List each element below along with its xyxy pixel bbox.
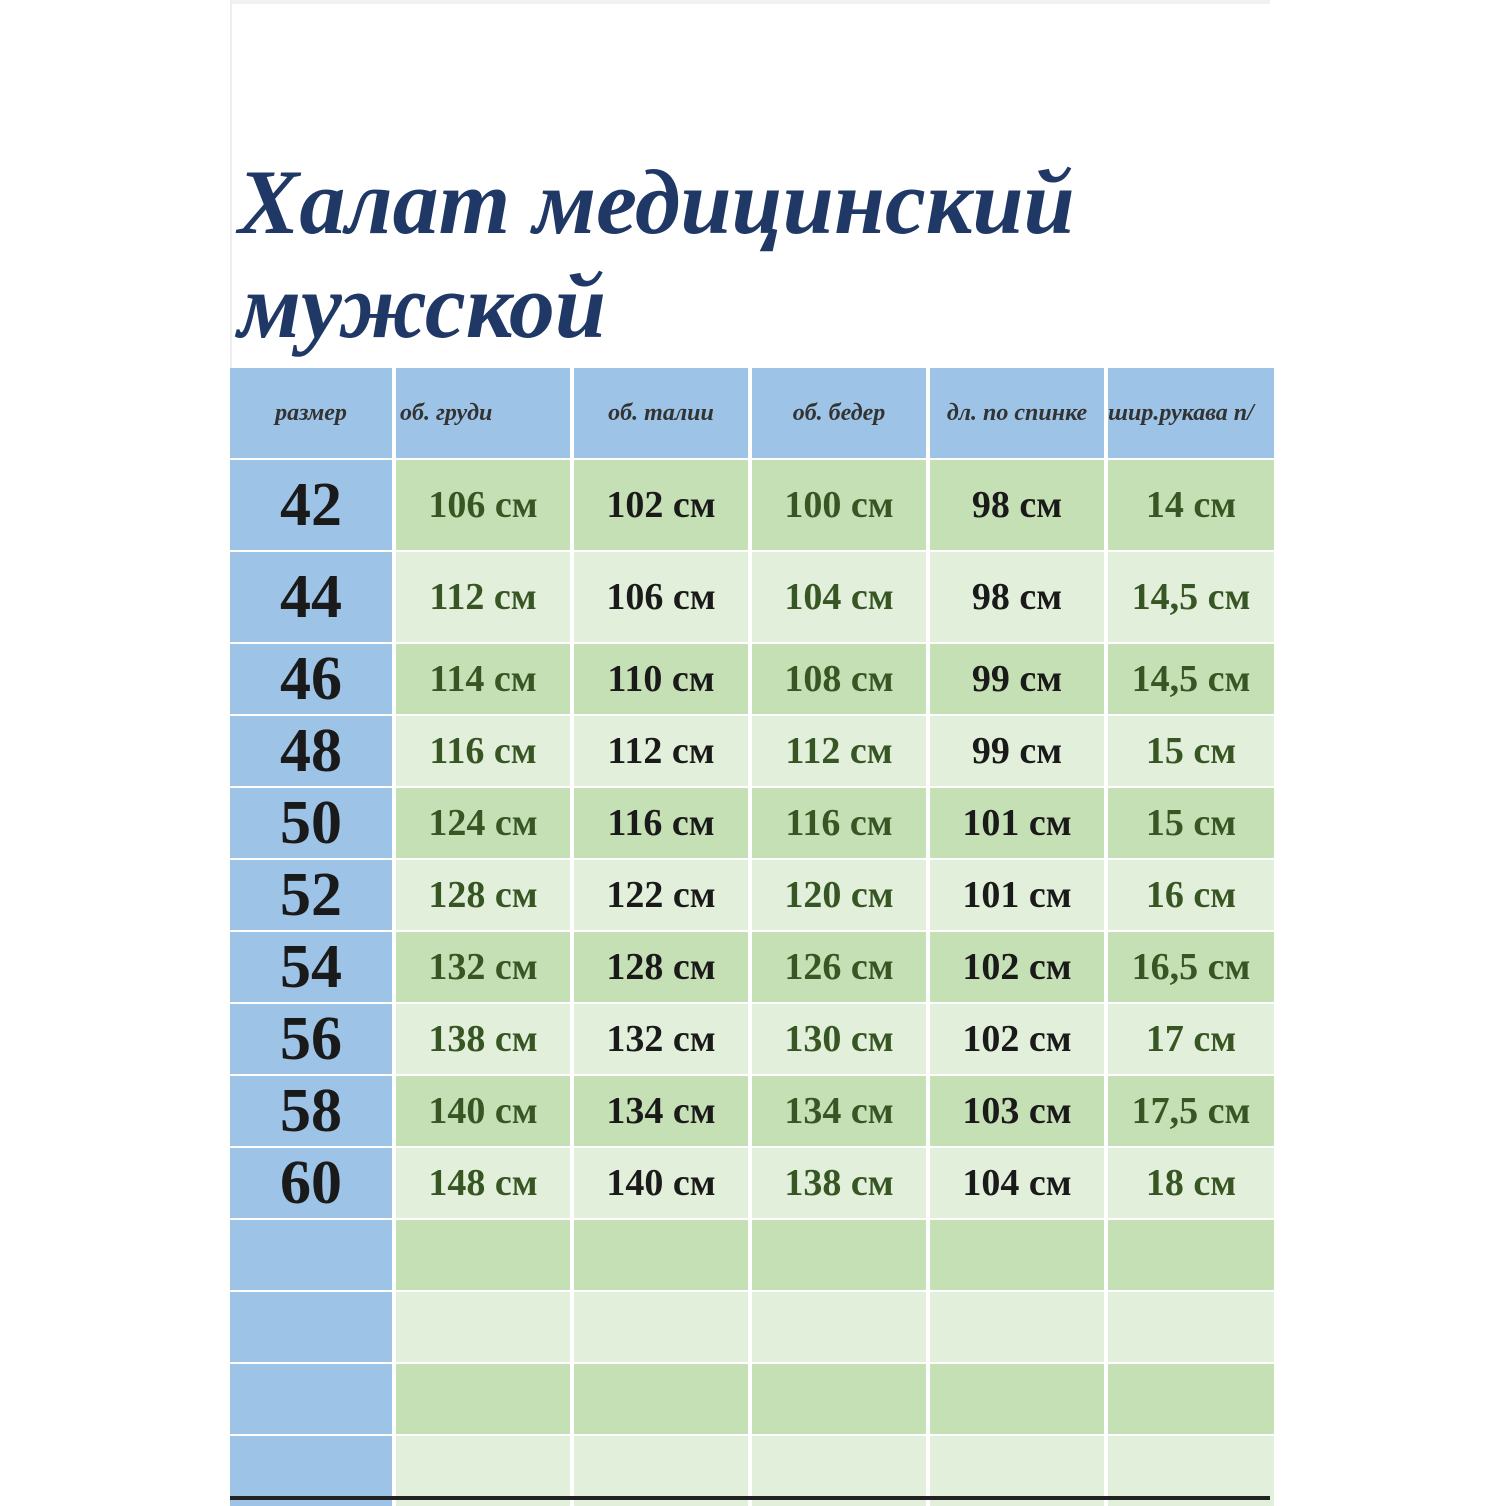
back-length-cell: 98 см: [930, 552, 1104, 642]
title-line-1: Халат медицинский: [238, 151, 1075, 253]
size-label: 60: [230, 1148, 392, 1218]
chest-cell: 128 см: [396, 860, 570, 930]
sleeve-width-cell: 14,5 см: [1108, 644, 1274, 714]
hips-cell: 138 см: [752, 1148, 926, 1218]
empty-value-cell: [1108, 1292, 1274, 1362]
chest-cell: 124 см: [396, 788, 570, 858]
sleeve-width-cell: 17,5 см: [1108, 1076, 1274, 1146]
sleeve-width-cell: 15 см: [1108, 788, 1274, 858]
empty-value-cell: [752, 1220, 926, 1290]
size-table: [230, 368, 1270, 1498]
size-label: 54: [230, 932, 392, 1002]
back-length-cell: 101 см: [930, 788, 1104, 858]
empty-size-cell: [230, 1220, 392, 1290]
hips-cell: 126 см: [752, 932, 926, 1002]
sleeve-width-cell: 14 см: [1108, 460, 1274, 550]
size-label: 58: [230, 1076, 392, 1146]
size-label: 48: [230, 716, 392, 786]
waist-cell: 122 см: [574, 860, 748, 930]
hips-cell: 116 см: [752, 788, 926, 858]
hips-cell: 130 см: [752, 1004, 926, 1074]
back-length-cell: 99 см: [930, 644, 1104, 714]
back-length-cell: 103 см: [930, 1076, 1104, 1146]
size-label: 46: [230, 644, 392, 714]
bottom-divider: [230, 1496, 1270, 1500]
hips-cell: 104 см: [752, 552, 926, 642]
chest-cell: 112 см: [396, 552, 570, 642]
sleeve-width-cell: 15 см: [1108, 716, 1274, 786]
waist-cell: 128 см: [574, 932, 748, 1002]
header-chest: об. груди: [396, 368, 570, 458]
size-label: 52: [230, 860, 392, 930]
empty-value-cell: [1108, 1220, 1274, 1290]
waist-cell: 140 см: [574, 1148, 748, 1218]
title-line-2: мужской: [238, 255, 606, 357]
waist-cell: 116 см: [574, 788, 748, 858]
chest-cell: 138 см: [396, 1004, 570, 1074]
size-label: 50: [230, 788, 392, 858]
empty-value-cell: [930, 1220, 1104, 1290]
empty-size-cell: [230, 1364, 392, 1434]
empty-value-cell: [752, 1292, 926, 1362]
size-label: 42: [230, 460, 392, 550]
back-length-cell: 101 см: [930, 860, 1104, 930]
chest-cell: 132 см: [396, 932, 570, 1002]
waist-cell: 110 см: [574, 644, 748, 714]
header-size: размер: [230, 368, 392, 458]
sleeve-width-cell: 16 см: [1108, 860, 1274, 930]
back-length-cell: 99 см: [930, 716, 1104, 786]
sleeve-width-cell: 14,5 см: [1108, 552, 1274, 642]
empty-value-cell: [1108, 1364, 1274, 1434]
header-sleeve-width: шир.рукава п/: [1108, 368, 1274, 458]
back-length-cell: 102 см: [930, 932, 1104, 1002]
waist-cell: 106 см: [574, 552, 748, 642]
size-label: 44: [230, 552, 392, 642]
size-label: 56: [230, 1004, 392, 1074]
empty-value-cell: [396, 1220, 570, 1290]
hips-cell: 108 см: [752, 644, 926, 714]
sleeve-width-cell: 17 см: [1108, 1004, 1274, 1074]
hips-cell: 112 см: [752, 716, 926, 786]
empty-value-cell: [752, 1364, 926, 1434]
empty-size-cell: [230, 1292, 392, 1362]
sleeve-width-cell: 16,5 см: [1108, 932, 1274, 1002]
back-length-cell: 98 см: [930, 460, 1104, 550]
header-waist: об. талии: [574, 368, 748, 458]
empty-value-cell: [396, 1364, 570, 1434]
empty-value-cell: [574, 1220, 748, 1290]
chest-cell: 148 см: [396, 1148, 570, 1218]
chest-cell: 140 см: [396, 1076, 570, 1146]
header-hips: об. бедер: [752, 368, 926, 458]
waist-cell: 102 см: [574, 460, 748, 550]
header-back-length: дл. по спинке: [930, 368, 1104, 458]
chest-cell: 114 см: [396, 644, 570, 714]
waist-cell: 134 см: [574, 1076, 748, 1146]
empty-value-cell: [930, 1292, 1104, 1362]
empty-value-cell: [930, 1364, 1104, 1434]
empty-value-cell: [574, 1292, 748, 1362]
hips-cell: 134 см: [752, 1076, 926, 1146]
waist-cell: 132 см: [574, 1004, 748, 1074]
hips-cell: 100 см: [752, 460, 926, 550]
top-divider: [230, 0, 1270, 4]
empty-value-cell: [574, 1364, 748, 1434]
page-title: [238, 150, 1238, 358]
back-length-cell: 104 см: [930, 1148, 1104, 1218]
back-length-cell: 102 см: [930, 1004, 1104, 1074]
sleeve-width-cell: 18 см: [1108, 1148, 1274, 1218]
waist-cell: 112 см: [574, 716, 748, 786]
chest-cell: 106 см: [396, 460, 570, 550]
chest-cell: 116 см: [396, 716, 570, 786]
empty-value-cell: [396, 1292, 570, 1362]
hips-cell: 120 см: [752, 860, 926, 930]
